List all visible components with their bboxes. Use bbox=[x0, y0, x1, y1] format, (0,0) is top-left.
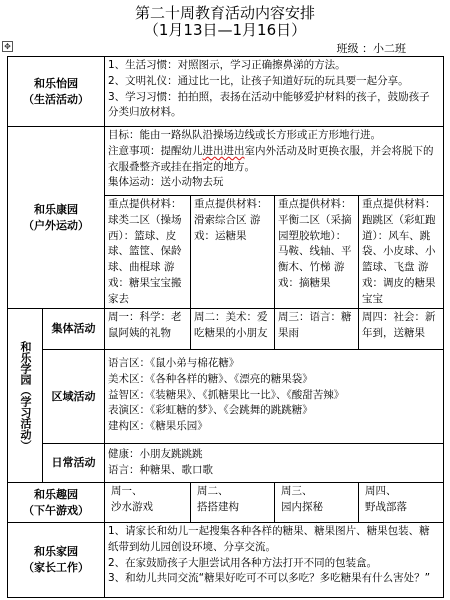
life-line: 1、生活习惯：对照图示，学习正确擦鼻涕的方法。 bbox=[108, 59, 346, 71]
table-move-handle-icon[interactable]: ✥ bbox=[2, 41, 13, 52]
section-sub: （家长工作） bbox=[23, 561, 89, 574]
area-line: 美术区：《各种各样的糖》、《漂亮的糖果袋》 bbox=[108, 372, 313, 385]
group-activity-tue: 周二：美术：爱吃糖果的小朋友 bbox=[190, 308, 275, 350]
group-activity-wed: 周三：语言：糖果雨 bbox=[274, 308, 359, 350]
class-label: 班级 ：小二班 bbox=[336, 42, 406, 55]
daily-activity-content bbox=[104, 443, 444, 483]
afternoon-game-thu bbox=[358, 482, 444, 523]
parents-line: 2、在家鼓励孩子大胆尝试用各种方法打开不同的包装盒。 bbox=[108, 556, 378, 569]
note-underlined: 进出进出 bbox=[202, 144, 245, 157]
game-day: 周一、 bbox=[111, 485, 143, 497]
parents-work-content bbox=[104, 522, 444, 598]
area-activity-label bbox=[42, 349, 105, 444]
outdoor-note bbox=[108, 144, 440, 176]
outdoor-zone-3: 重点提供材料：平衡二区（采摘园塑胶软地）：马鞍、线轴、平衡木、竹梯 游戏：摘糖果 bbox=[274, 195, 359, 309]
daily-activity-label bbox=[42, 443, 105, 483]
afternoon-game-tue bbox=[190, 482, 275, 523]
life-line: 2、文明礼仪：通过比一比，让孩子知道好玩的玩具要一起分享。 bbox=[108, 74, 409, 87]
area-activity-content bbox=[104, 349, 444, 444]
section-header-afternoon bbox=[7, 482, 105, 523]
daily-line: 语言：种糖果、歌口歌 bbox=[108, 463, 213, 476]
game-day: 周四、 bbox=[365, 485, 397, 497]
section-sub: （户外运动） bbox=[23, 218, 89, 232]
life-line: 3、学习习惯：拍拍照，表扬在活动中能够爱护材料的孩子，鼓励孩子分类归放材料。 bbox=[108, 90, 430, 119]
game-day: 周三、 bbox=[281, 485, 313, 497]
daily-line: 健康：小朋友跳跳跳 bbox=[108, 448, 203, 460]
group-activity-thu: 周四：社会：新年到，送糖果 bbox=[358, 308, 444, 350]
area-line: 表演区：《彩虹糖的梦》、《会跳舞的跳跳糖》 bbox=[108, 404, 313, 417]
section-sub: （生活活动） bbox=[23, 92, 89, 106]
outdoor-goal: 目标：能由一路纵队沿操场边线或长方形或正方形地行进。 bbox=[108, 129, 381, 141]
note-prefix: 注意事项：提醒幼儿 bbox=[108, 144, 203, 157]
afternoon-game-mon bbox=[104, 482, 191, 523]
section-header-outdoor bbox=[7, 126, 105, 309]
life-activity-content bbox=[104, 56, 444, 127]
section-name: 和乐学园（学习活动） bbox=[19, 340, 32, 451]
game-name: 沙水游戏 bbox=[111, 500, 153, 513]
area-label-text: 区域活动 bbox=[51, 389, 96, 403]
section-sub: （下午游戏） bbox=[23, 503, 89, 517]
area-line: 益智区：《装糖果》、《抓糖果比一比》、《酸甜苦辣》 bbox=[108, 388, 345, 401]
section-name: 和乐趣园 bbox=[34, 487, 78, 501]
group-label-text: 集体活动 bbox=[51, 322, 96, 335]
outdoor-zone-2: 重点提供材料：滑索综合区 游戏：运糖果 bbox=[190, 195, 275, 309]
parents-line: 3、和幼儿共同交流“糖果好吃可不可以多吃？多吃糖果有什么害处？” bbox=[108, 572, 431, 585]
section-name: 和乐康园 bbox=[34, 202, 78, 216]
game-name: 园内探秘 bbox=[281, 500, 323, 513]
section-header-learning bbox=[7, 308, 43, 483]
game-day: 周二、 bbox=[197, 485, 229, 497]
area-line: 建构区：《糖果乐园》 bbox=[108, 420, 208, 433]
section-name: 和乐怡园 bbox=[34, 76, 78, 90]
outdoor-goal-box bbox=[104, 126, 444, 196]
outdoor-zone-1: 重点提供材料：球类二区（操场西）：篮球、皮球、篮筐、保龄球、曲棍球 游戏：糖果宝宝搬家去 bbox=[104, 195, 191, 309]
afternoon-game-wed bbox=[274, 482, 359, 523]
section-name: 和乐家园 bbox=[34, 545, 78, 558]
page-title: 第二十周教育活动内容安排 bbox=[134, 4, 315, 22]
outdoor-zone-4: 重点提供材料：跑跳区（彩虹跑道）：风车、跳袋、小皮球、小篮球、飞盘 游戏：调皮的糖果宝宝 bbox=[358, 195, 444, 309]
group-activity-label bbox=[42, 308, 105, 350]
date-range: （1月13日—1月16日） bbox=[143, 21, 307, 39]
section-header-parents bbox=[7, 522, 105, 598]
daily-label-text: 日常活动 bbox=[51, 456, 96, 469]
parents-line: 1、请家长和幼儿一起搜集各种各样的糖果、糖果图片、糖果包装、糖纸带到幼儿园创设环境、分享交流。 bbox=[108, 525, 430, 553]
area-line: 语言区：《鼠小弟与棉花糖》 bbox=[108, 357, 240, 369]
section-header-life bbox=[7, 56, 105, 127]
game-name: 搭搭建构 bbox=[197, 500, 239, 513]
group-activity-mon: 周一：科学：老鼠阿姨的礼物 bbox=[104, 308, 191, 350]
game-name: 野战部落 bbox=[365, 500, 407, 513]
note-suffix: 室内外活动及时更换衣服，并会将脱下的衣服叠整齐或挂在指定的地方。 bbox=[108, 144, 434, 173]
outdoor-gather: 集体运动：送小动物去玩 bbox=[108, 176, 224, 189]
